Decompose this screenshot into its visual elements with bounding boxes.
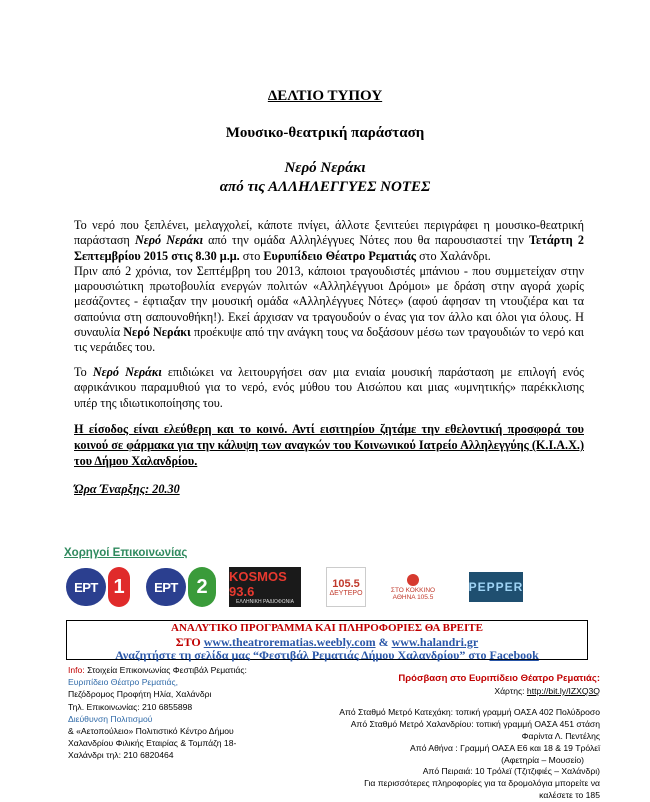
description-paragraph: Το Νερό Νεράκι επιδιώκει να λειτουργήσει σαν μια ενιαία μουσική παράσταση με επιλογή ενός αφρικάνικου παραμυθιού για το νερό, ενός μύθου του Αισώπου και μιας «υμνητικής» παρέκκλισης υπέρ της ιδιωτικοποίησης του. [74, 365, 584, 410]
media-sponsors-label: Χορηγοί Επικοινωνίας [64, 547, 188, 559]
access-title: Πρόσβαση στο Ευριπίδειο Θέατρο Ρεματιάς: [398, 673, 600, 684]
start-time: Ώρα Έναρξης: 20.30 [74, 482, 180, 496]
intro-paragraph: Το νερό που ξεπλένει, μελαγχολεί, κάποτε πνίγει, άλλοτε ξενιτεύει περιγράφει η μουσικο-θεατρική παράσταση Νερό Νεράκι από την ομάδα Αλληλέγγυες Νότες που θα παρουσιαστεί την Τετάρτη 2 Σεπτεμβρίου 2015 στις 8.30 μ.μ. στο Ευρυπίδειο Θέατρο Ρεματιάς στο Χαλάνδρι. Πριν από 2 χρόνια, τον Σεπτέμβρη του 2013, κάποιοι τραγουδιστές μπάνιου - που συμμετείχαν στην μαρουσιώτικη πρωτοβουλία ενεργών πολιτών «Αλληλέγγυοι Δρόμοι» με δράση στην αγορά χωρίς μεσάζοντες - έφτιαξαν την μουσική ομάδα «Αλληλέγγυες Νότες» (αφού άφησαν τη ντουζιέρα και τα σαπούνια στη σαπουνοθήκη!). Εκεί άρχισαν να τραγουδούν ο ένας για τον άλλο και όλοι για όλους. Η συναυλία Νερό Νεράκι προέκυψε από την ανάγκη τους να δοξάσουν μέσω των τραγουδιών το νερό και τις νεράιδες του. [74, 218, 584, 355]
ert2-number: 2 [188, 567, 216, 607]
show-name-inline: Νερό Νεράκι [134, 233, 203, 248]
venue-name: Ευριπίδειο Θέατρο Ρεματιάς, [68, 677, 178, 688]
deftero-radio-logo: 105.5 ΔΕΥΤΕΡΟ [326, 567, 366, 607]
facebook-search-line: Αναζητήστε τη σελίδα μας “Φεστιβάλ Ρεματιάς Δήμου Χαλανδρίου” στο Facebook [115, 648, 539, 662]
aetopoulio-phone: Χαλάνδρι τηλ: 210 6820464 [68, 750, 174, 761]
contact-info: Info: Στοιχεία Επικοινωνίας Φεστιβάλ Ρεματιάς: Ευριπίδειο Θέατρο Ρεματιάς, Πεζόδρομος Προφήτη Ηλία, Χαλάνδρι Τηλ. Επικοινωνίας: 210 6855898 Διεύθυνση Πολιτισμού & «Αετοπούλειο» Πολιτιστικό Κέντρο Δήμου Χαλανδρίου Φιλικής Εταιρίας & Τομπάζη 18- Χαλάνδρι τηλ: 210 6820464 [68, 664, 318, 762]
ert1-wordmark: ΕΡΤ [66, 568, 106, 606]
ert2-wordmark: ΕΡΤ [146, 568, 186, 606]
free-entry-notice: Η είσοδος είναι ελεύθερη και το κοινό. Αντί εισιτηρίου ζητάμε την εθελοντική προσφορά του κοινού σε φάρμακα για την κάλυψη των αναγκών του Κοινωνικού Ιατρείο Αλληλεγγύης (Κ.Ι.Α.Χ.) του Δήμου Χαλανδρίου. [74, 422, 584, 468]
show-title: Νερό Νεράκι [284, 160, 366, 176]
ert2-logo [146, 567, 226, 607]
ert1-logo [66, 567, 136, 607]
theatre-website-link[interactable]: www.theatrorematias.weebly.com [203, 635, 376, 649]
info-box-links: ΣΤΟ www.theatrorematias.weebly.com & www.halandri.gr [175, 635, 479, 649]
pepper-radio-logo: PEPPER [469, 572, 523, 602]
sto-kokkino-logo: ΣΤΟ ΚΟΚΚΙΝΟ ΑΘΗΝΑ 105.5 [384, 567, 442, 607]
info-box-heading: ΑΝΑΛΥΤΙΚΟ ΠΡΟΓΡΑΜΜΑ ΚΑΙ ΠΛΗΡΟΦΟΡΙΕΣ ΘΑ ΒΡΕΙΤΕ [171, 622, 483, 634]
venue-address: Πεζόδρομος Προφήτη Ηλία, Χαλάνδρι [68, 689, 212, 700]
show-name-inline: Νερό Νεράκι [92, 365, 162, 379]
culture-department: Διεύθυνση Πολιτισμού [68, 713, 153, 724]
sponsor-logos [66, 567, 526, 607]
event-date: Τετάρτη 2 Σεπτεμβρίου 2015 στις 8.30 μ.μ. [74, 233, 584, 263]
halandri-website-link[interactable]: www.halandri.gr [391, 635, 479, 649]
show-organizer: από τις ΑΛΛΗΛΕΓΓΥΕΣ ΝΟΤΕΣ [219, 179, 431, 195]
press-release-title: ΔΕΛΤΙΟ ΤΥΠΟΥ [267, 88, 383, 104]
radio-dot-icon [407, 574, 419, 586]
ert1-number: 1 [108, 567, 130, 607]
event-venue: Ευρυπίδειο Θέατρο Ρεματιάς [263, 248, 417, 263]
program-info-box [66, 620, 588, 660]
contact-phone: Τηλ. Επικοινωνίας: 210 6855898 [68, 701, 193, 712]
map-link[interactable]: http://bit.ly/IZXQ3Q [526, 686, 600, 696]
access-info: Πρόσβαση στο Ευριπίδειο Θέατρο Ρεματιάς: Χάρτης: http://bit.ly/IZXQ3Q Από Σταθμό Μετρό Κατεχάκη: τοπική γραμμή ΟΑΣΑ 402 Πολύδροσο Από Σταθμό Μετρό Χαλανδρίου: τοπική γραμμή ΟΑΣΑ 451 στάση Φαρίντα Λ. Πεντέλης Από Αθήνα : Γραμμή ΟΑΣΑ Ε6 και 18 & 19 Τρόλεϊ (Αφετηρία – Μουσείο) Από Πειραιά: 10 Τρόλεϊ (Τζιτζιφιές – Χαλάνδρι) Για περισσότερες πληροφορίες για τα δρομολόγια μπορείτε να καλέσετε το 185 [330, 672, 600, 802]
facebook-link[interactable]: Facebook [489, 648, 539, 662]
show-name-inline: Νερό Νεράκι [123, 325, 191, 340]
event-subtitle: Μουσικο-θεατρική παράσταση [225, 125, 425, 141]
kosmos-radio-logo: KOSMOS 93.6 ΕΛΛΗΝΙΚΗ ΡΑΔΙΟΦΩΝΙΑ [229, 567, 301, 607]
